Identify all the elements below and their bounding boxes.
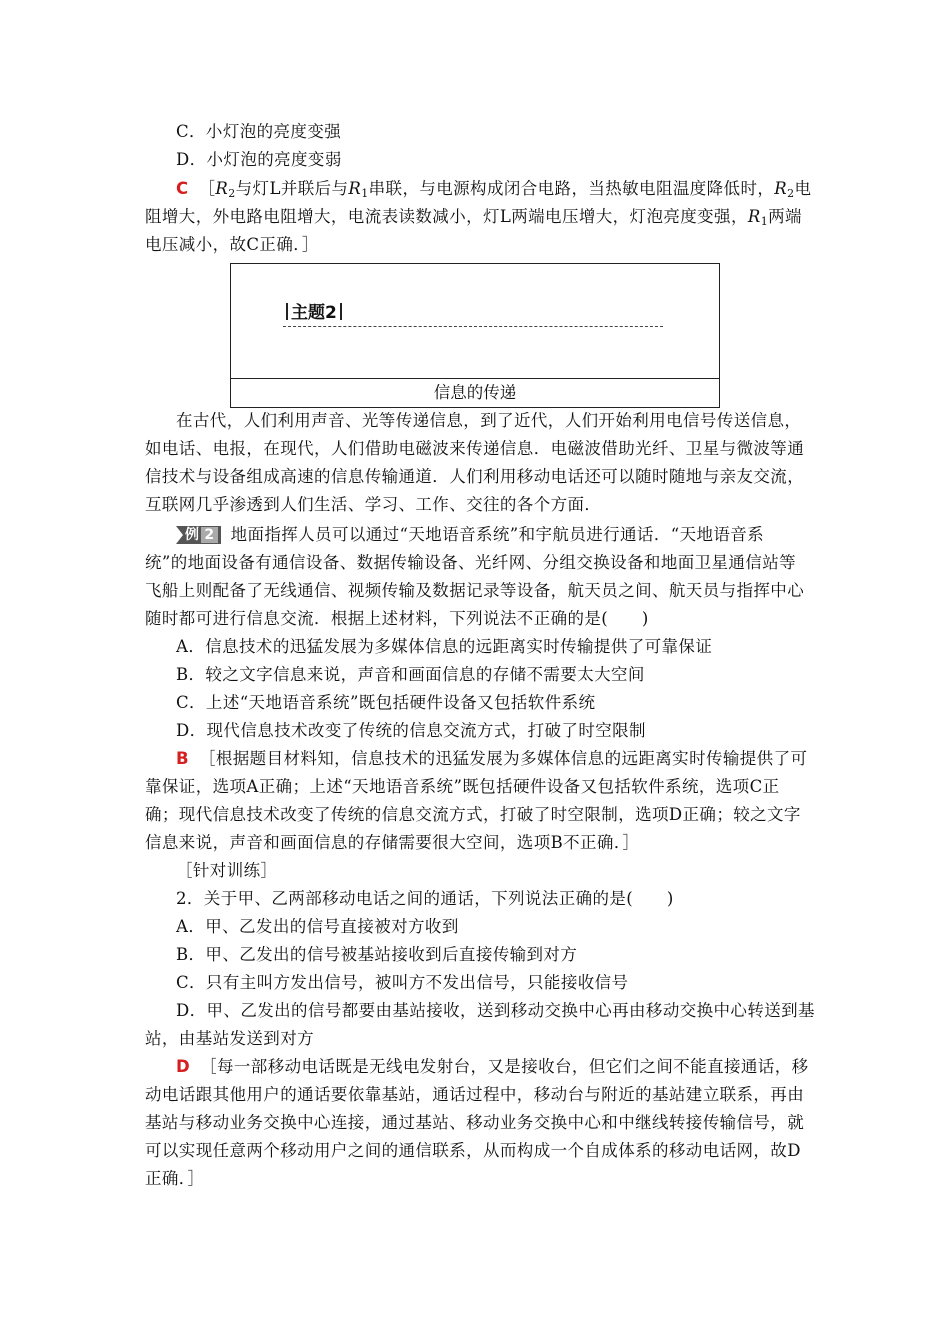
practice-question: 2．关于甲、乙两部移动电话之间的通话，下列说法正确的是( ) [176, 889, 674, 908]
practice-explanation-line: 可以实现任意两个移动用户之间的通信联系，从而构成一个自成体系的移动电话网，故D [145, 1141, 801, 1160]
intro-line: 在古代，人们利用声音、光等传递信息，到了近代，人们开始利用电信号传送信息， [176, 411, 802, 430]
answer-letter: D [176, 1057, 191, 1076]
topic-box [230, 263, 720, 408]
practice-option: 站，由基站发送到对方 [145, 1029, 314, 1048]
answer-letter: B [176, 749, 189, 768]
practice-option: C．只有主叫方发出信号，被叫方不发出信号，只能接收信号 [176, 973, 629, 992]
practice-explanation-line: 基站与移动业务交换中心连接，通过基站、移动业务交换中心和中继线转接传输信号，就 [145, 1113, 805, 1132]
practice-option: B．甲、乙发出的信号被基站接收到后直接传输到对方 [176, 945, 578, 964]
answer-explanation-line: C $[R_2$与灯L并联后与$R_1$串联，与电源构成闭合电路，当热敏电阻温度降低时，$R_2$电 [176, 179, 812, 200]
intro-line: 互联网几乎渗透到人们生活、学习、工作、交往的各个方面． [145, 495, 602, 514]
example-option: D．现代信息技术改变了传统的信息交流方式，打破了时空限制 [176, 721, 646, 740]
example-option: B．较之文字信息来说，声音和画面信息的存储不需要太大空间 [176, 665, 645, 684]
example-stem-line: 统”的地面设备有通信设备、数据传输设备、光纤网、分组交换设备和地面卫星通信站等 [145, 553, 797, 572]
practice-explanation-line: 动电话跟其他用户的通话要依靠基站，通话过程中，移动台与附近的基站建立联系，再由 [145, 1085, 805, 1104]
answer-explanation-line: 电压减小，故C正确．］ [145, 235, 319, 254]
option-c: C．小灯泡的亮度变强 [176, 122, 342, 141]
example-explanation-line: B ［根据题目材料知，信息技术的迅猛发展为多媒体信息的远距离实时传输提供了可 [176, 749, 808, 768]
practice-explanation-line: D ［每一部移动电话既是无线电发射台，又是接收台，但它们之间不能直接通话，移 [176, 1057, 809, 1076]
example-stem-line: 飞船上则配备了无线通信、视频传输及数据记录等设备，航天员之间、航天员与指挥中心 [145, 581, 805, 600]
topic-divider [283, 326, 663, 327]
example-stem-line: 例 2 地面指挥人员可以通过“天地语音系统”和宇航员进行通话．“天地语音系 [176, 521, 810, 549]
example-option: A．信息技术的迅猛发展为多媒体信息的远距离实时传输提供了可靠保证 [176, 637, 713, 656]
practice-option: D．甲、乙发出的信号都要由基站接收，送到移动交换中心再由移动交换中心转送到基 [176, 1001, 815, 1020]
practice-header: ［针对训练］ [176, 861, 278, 880]
answer-explanation-line: 阻增大，外电路电阻增大，电流表读数减小，灯L两端电压增大，灯泡亮度变强，$R_1$两端 [145, 207, 802, 228]
topic-title: 信息的传递 [231, 378, 719, 407]
example-explanation-line: 确；现代信息技术改变了传统的信息交流方式，打破了时空限制，选项D正确；较之文字 [145, 805, 801, 824]
answer-letter: C [176, 179, 189, 198]
example-stem-line: 随时都可进行信息交流．根据上述材料，下列说法不正确的是( ) [145, 609, 649, 628]
example-explanation-line: 信息来说，声音和画面信息的存储需要很大空间，选项B不正确．］ [145, 833, 640, 852]
practice-option: A．甲、乙发出的信号直接被对方收到 [176, 917, 459, 936]
example-option: C．上述“天地语音系统”既包括硬件设备又包括软件系统 [176, 693, 596, 712]
intro-line: 如电话、电报，在现代，人们借助电磁波来传递信息．电磁波借助光纤、卫星与微波等通 [145, 439, 805, 458]
topic-label: 主题2 [283, 302, 345, 324]
intro-line: 信技术与设备组成高速的信息传输通道．人们利用移动电话还可以随时随地与亲友交流， [145, 467, 805, 486]
practice-explanation-line: 正确．］ [145, 1169, 205, 1188]
example-tag: 例 2 [176, 526, 221, 544]
option-d: D．小灯泡的亮度变弱 [176, 150, 342, 169]
example-explanation-line: 靠保证，选项A正确；上述“天地语音系统”既包括硬件设备又包括软件系统，选项C正 [145, 777, 780, 796]
